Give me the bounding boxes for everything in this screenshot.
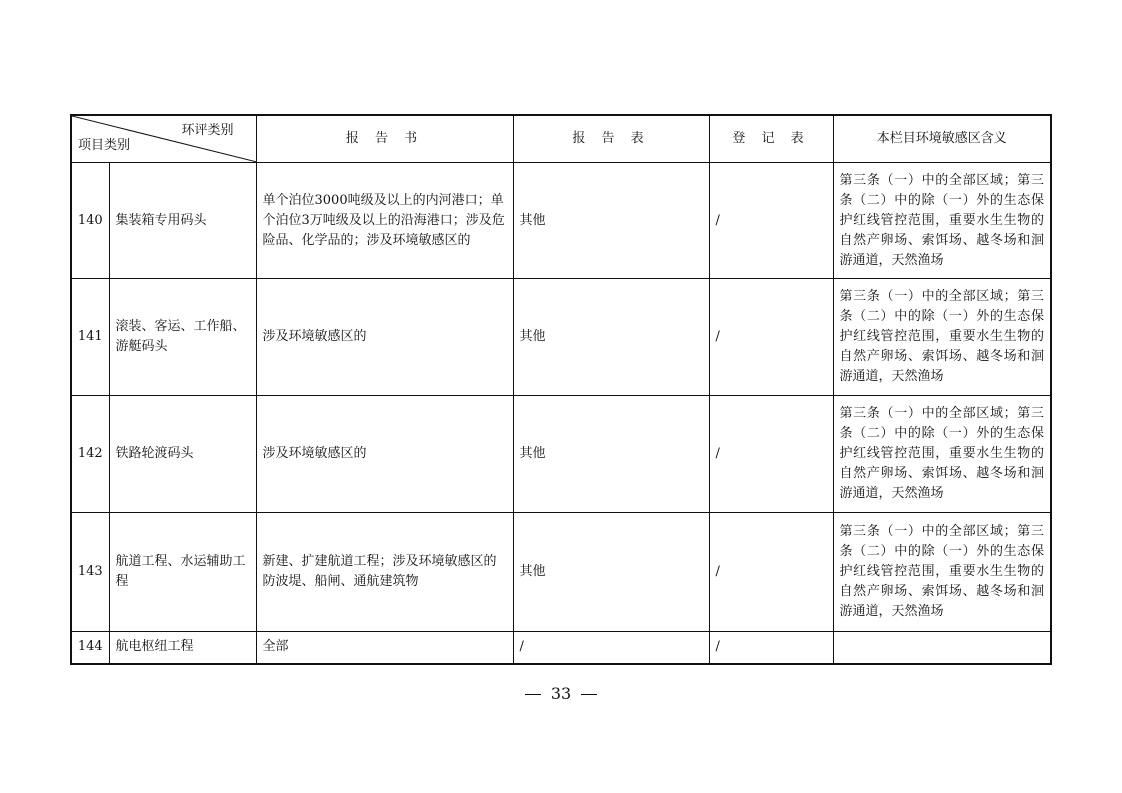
row-number: 141 bbox=[71, 279, 109, 396]
row-report-book: 涉及环境敏感区的 bbox=[256, 279, 513, 396]
header-report-book: 报 告 书 bbox=[256, 115, 513, 163]
page-number: 33 bbox=[550, 684, 572, 703]
row-category: 集装箱专用码头 bbox=[109, 163, 256, 279]
row-report-book: 全部 bbox=[256, 632, 513, 664]
corner-header-bottom: 项目类别 bbox=[78, 138, 131, 153]
row-sensitive-area-meaning: 第三条（一）中的全部区域；第三条（二）中的除（一）外的生态保护红线管控范围，重要水生生物的自然产卵场、索饵场、越冬场和洄游通道，天然渔场 bbox=[833, 396, 1051, 513]
header-report-form: 报 告 表 bbox=[513, 115, 709, 163]
row-registration: / bbox=[709, 632, 833, 664]
row-sensitive-area-meaning bbox=[833, 632, 1051, 664]
row-registration: / bbox=[709, 513, 833, 632]
row-category: 航道工程、水运辅助工程 bbox=[109, 513, 256, 632]
page-footer bbox=[0, 684, 1122, 703]
row-registration: / bbox=[709, 279, 833, 396]
row-number: 144 bbox=[71, 632, 109, 664]
row-sensitive-area-meaning: 第三条（一）中的全部区域；第三条（二）中的除（一）外的生态保护红线管控范围，重要水生生物的自然产卵场、索饵场、越冬场和洄游通道，天然渔场 bbox=[833, 163, 1051, 279]
dash-right-icon bbox=[581, 694, 597, 695]
row-category: 铁路轮渡码头 bbox=[109, 396, 256, 513]
row-report-book: 新建、扩建航道工程；涉及环境敏感区的防波堤、船闸、通航建筑物 bbox=[256, 513, 513, 632]
header-sensitive-area-meaning: 本栏目环境敏感区含义 bbox=[833, 115, 1051, 163]
row-sensitive-area-meaning: 第三条（一）中的全部区域；第三条（二）中的除（一）外的生态保护红线管控范围，重要水生生物的自然产卵场、索饵场、越冬场和洄游通道，天然渔场 bbox=[833, 279, 1051, 396]
corner-header-cell bbox=[71, 115, 256, 163]
corner-header-top: 环评类别 bbox=[181, 123, 234, 138]
row-report-form: 其他 bbox=[513, 513, 709, 632]
eia-category-table bbox=[70, 114, 1052, 665]
row-report-book: 单个泊位3000吨级及以上的内河港口；单个泊位3万吨级及以上的沿海港口；涉及危险品、化学品的；涉及环境敏感区的 bbox=[256, 163, 513, 279]
row-report-form: / bbox=[513, 632, 709, 664]
table-row bbox=[71, 163, 1051, 279]
dash-left-icon bbox=[525, 694, 541, 695]
row-category: 航电枢纽工程 bbox=[109, 632, 256, 664]
row-registration: / bbox=[709, 163, 833, 279]
row-report-form: 其他 bbox=[513, 279, 709, 396]
row-number: 142 bbox=[71, 396, 109, 513]
row-registration: / bbox=[709, 396, 833, 513]
header-registration: 登 记 表 bbox=[709, 115, 833, 163]
row-report-book: 涉及环境敏感区的 bbox=[256, 396, 513, 513]
row-report-form: 其他 bbox=[513, 396, 709, 513]
table-row bbox=[71, 279, 1051, 396]
row-sensitive-area-meaning: 第三条（一）中的全部区域；第三条（二）中的除（一）外的生态保护红线管控范围，重要水生生物的自然产卵场、索饵场、越冬场和洄游通道，天然渔场 bbox=[833, 513, 1051, 632]
row-number: 143 bbox=[71, 513, 109, 632]
row-report-form: 其他 bbox=[513, 163, 709, 279]
row-category: 滚装、客运、工作船、游艇码头 bbox=[109, 279, 256, 396]
table-row bbox=[71, 632, 1051, 664]
table-row bbox=[71, 513, 1051, 632]
row-number: 140 bbox=[71, 163, 109, 279]
table-header-row bbox=[71, 115, 1051, 163]
table-row bbox=[71, 396, 1051, 513]
